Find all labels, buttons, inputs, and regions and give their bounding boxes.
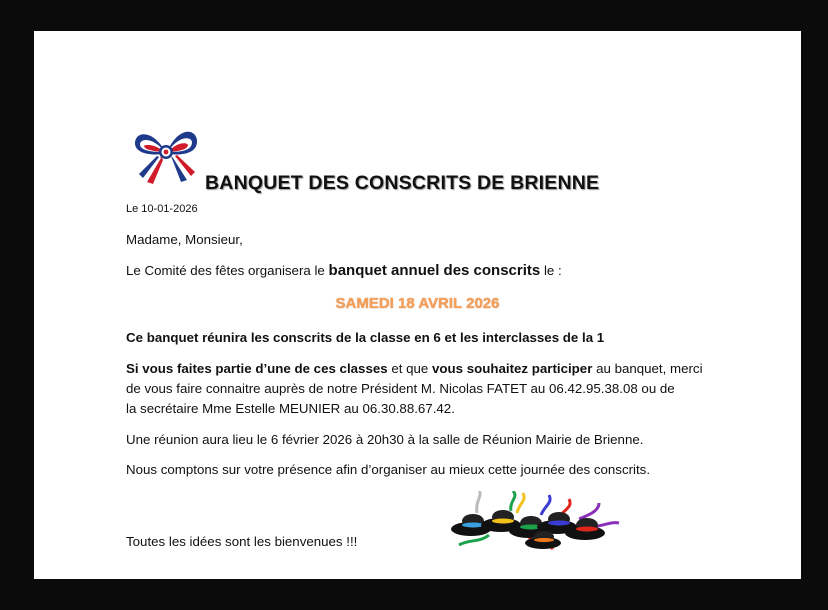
participation-paragraph <box>126 359 703 419</box>
letter-date: Le 10-01-2026 <box>126 203 198 215</box>
conscrits-hats-illustration <box>449 491 621 553</box>
letter-page <box>34 31 801 579</box>
event-date: SAMEDI 18 AVRIL 2026 <box>335 295 500 312</box>
salutation: Madame, Monsieur, <box>126 232 243 247</box>
comite-paragraph <box>126 261 562 281</box>
si-text-2: au banquet, merci <box>596 361 703 376</box>
si-text-1: et que <box>391 361 429 376</box>
reunion-line: Une réunion aura lieu le 6 février 2026 à 20h30 à la salle de Réunion Mairie de Brienne. <box>126 432 644 447</box>
comite-end: le : <box>543 263 562 278</box>
tricolor-bow-icon <box>133 124 199 186</box>
si-line-3: la secrétaire Mme Estelle MEUNIER au 06.30.88.67.42. <box>126 401 455 416</box>
nous-line: Nous comptons sur votre présence afin d’organiser au mieux cette journée des conscrits. <box>126 462 651 477</box>
closing-line: Toutes les idées sont les bienvenues !!! <box>126 534 358 549</box>
classes-line: Ce banquet réunira les conscrits de la classe en 6 et les interclasses de la 1 <box>126 330 605 345</box>
comite-highlight: banquet annuel des conscrits <box>328 262 541 279</box>
si-bold-2: vous souhaitez participer <box>432 361 593 376</box>
si-line-2: de vous faire connaitre auprès de notre Président M. Nicolas FATET au 06.42.95.38.08 ou de <box>126 381 675 396</box>
comite-intro: Le Comité des fêtes organisera le <box>126 263 325 278</box>
page-title: BANQUET DES CONSCRITS DE BRIENNE <box>205 172 600 194</box>
si-bold-1: Si vous faites partie d’une de ces classes <box>126 361 388 376</box>
